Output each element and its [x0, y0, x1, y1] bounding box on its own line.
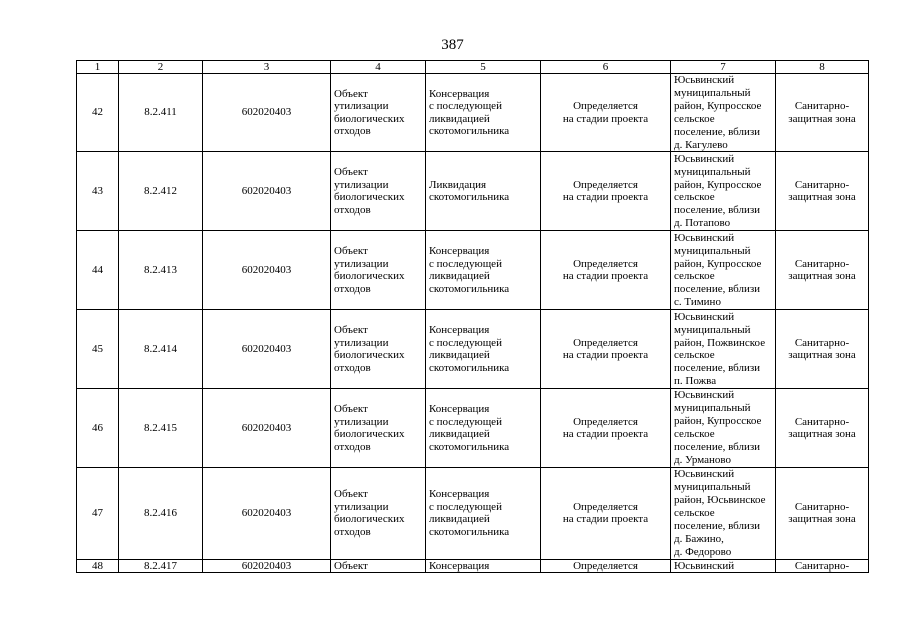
cell-line: на стадии проекта	[562, 349, 649, 362]
cell-line: Определяется	[573, 415, 638, 428]
cell-line: биологических	[334, 428, 405, 441]
cell-line: д. Потапово	[674, 217, 731, 230]
location-cell	[671, 559, 776, 572]
cell-line: биологических	[334, 270, 405, 283]
cell-line: Санитарно-	[794, 257, 850, 270]
area-cell	[541, 152, 671, 231]
zone-cell	[776, 231, 869, 310]
cell-line: утилизации	[334, 500, 389, 513]
cell-line: Юсьвинский	[674, 74, 735, 86]
cell-line: район, Купросское	[674, 257, 762, 270]
cell-line: район, Купросское	[674, 415, 762, 428]
registry-table	[76, 60, 869, 573]
action-cell	[426, 231, 541, 310]
cell-line: биологических	[334, 191, 405, 204]
cell-line: Санитарно-	[794, 178, 850, 191]
cell-line: Санитарно-	[794, 500, 850, 513]
cell-line: Объект	[334, 166, 368, 179]
cell-line: Санитарно-	[794, 100, 850, 113]
oktmo-cell: 602020403	[203, 310, 331, 389]
cell-line: сельское	[674, 428, 715, 441]
column-header: 3	[203, 61, 331, 74]
table-row	[77, 467, 869, 559]
cell-line: защитная зона	[788, 428, 856, 441]
cell-line: Определяется	[573, 100, 638, 113]
location-cell	[671, 389, 776, 467]
cell-line: на стадии проекта	[562, 191, 649, 204]
object-type-cell	[331, 389, 426, 467]
table-row	[77, 559, 869, 572]
cell-line: на стадии проекта	[562, 112, 649, 125]
cell-line: защитная зона	[788, 191, 856, 204]
cell-line: на стадии проекта	[562, 513, 649, 526]
column-header: 4	[331, 61, 426, 74]
cell-line: район, Купросское	[674, 178, 762, 191]
cell-line: Юсьвинский	[674, 468, 735, 481]
cell-line: ликвидацией	[429, 270, 490, 283]
oktmo-cell: 602020403	[203, 389, 331, 467]
cell-line: защитная зона	[788, 270, 856, 283]
cell-line: ликвидацией	[429, 349, 490, 362]
cell-line: на стадии проекта	[562, 428, 649, 441]
cell-line: с. Тимино	[674, 296, 721, 309]
cell-line: сельское	[674, 349, 715, 362]
cell-line: скотомогильника	[429, 125, 510, 138]
row-number-cell: 44	[77, 231, 119, 310]
cell-line: с последующей	[429, 336, 502, 349]
cell-line: биологических	[334, 513, 405, 526]
action-cell	[426, 310, 541, 389]
cell-line: муниципальный	[674, 165, 751, 178]
cell-line: Определяется	[573, 178, 638, 191]
cell-line: поселение, вблизи	[674, 283, 761, 296]
table-row	[77, 231, 869, 310]
code-cell: 8.2.411	[119, 74, 203, 152]
cell-line: отходов	[334, 440, 371, 453]
zone-cell	[776, 152, 869, 231]
zone-cell	[776, 467, 869, 559]
area-cell	[541, 467, 671, 559]
cell-line: скотомогильника	[429, 440, 510, 453]
action-cell	[426, 467, 541, 559]
object-type-cell	[331, 559, 426, 572]
cell-line: д. Кагулево	[674, 138, 728, 151]
cell-line: Санитарно-	[794, 336, 850, 349]
cell-line: Объект	[334, 324, 368, 337]
cell-line: Санитарно-	[794, 559, 850, 572]
cell-line: Юсьвинский	[674, 152, 735, 165]
cell-line: скотомогильника	[429, 525, 510, 538]
cell-line: отходов	[334, 203, 371, 216]
cell-line: защитная зона	[788, 112, 856, 125]
column-header: 6	[541, 61, 671, 74]
cell-line: утилизации	[334, 100, 389, 113]
cell-line: муниципальный	[674, 323, 751, 336]
cell-line: скотомогильника	[429, 282, 510, 295]
table-row	[77, 389, 869, 467]
cell-line: Юсьвинский	[674, 559, 735, 572]
location-cell	[671, 467, 776, 559]
cell-line: поселение, вблизи	[674, 441, 761, 454]
cell-line: муниципальный	[674, 481, 751, 494]
row-number-cell: 46	[77, 389, 119, 467]
cell-line: сельское	[674, 191, 715, 204]
oktmo-cell: 602020403	[203, 152, 331, 231]
cell-line: Консервация	[429, 245, 490, 258]
cell-line: д. Федорово	[674, 545, 732, 558]
cell-line: скотомогильника	[429, 191, 510, 204]
action-cell	[426, 152, 541, 231]
cell-line: Определяется	[573, 559, 638, 572]
zone-cell	[776, 389, 869, 467]
cell-line: Юсьвинский	[674, 389, 735, 402]
object-type-cell	[331, 310, 426, 389]
cell-line: ликвидацией	[429, 428, 490, 441]
object-type-cell	[331, 152, 426, 231]
code-cell: 8.2.416	[119, 467, 203, 559]
header-row	[77, 61, 869, 74]
cell-line: поселение, вблизи	[674, 125, 761, 138]
cell-line: с последующей	[429, 500, 502, 513]
cell-line: на стадии проекта	[562, 270, 649, 283]
cell-line: Определяется	[573, 336, 638, 349]
cell-line: биологических	[334, 349, 405, 362]
cell-line: утилизации	[334, 415, 389, 428]
oktmo-cell: 602020403	[203, 74, 331, 152]
cell-line: сельское	[674, 270, 715, 283]
cell-line: район, Купросское	[674, 99, 762, 112]
cell-line: Объект	[334, 559, 368, 572]
cell-line: д. Бажино,	[674, 532, 724, 545]
cell-line: Консервация	[429, 324, 490, 337]
column-header: 1	[77, 61, 119, 74]
cell-line: Юсьвинский	[674, 310, 735, 323]
code-cell: 8.2.415	[119, 389, 203, 467]
cell-line: Объект	[334, 87, 368, 100]
page-number: 387	[441, 37, 464, 53]
cell-line: Консервация	[429, 87, 490, 100]
column-header: 8	[776, 61, 869, 74]
column-header: 5	[426, 61, 541, 74]
cell-line: Консервация	[429, 488, 490, 501]
table-body	[77, 74, 869, 573]
table-row	[77, 74, 869, 152]
cell-line: с последующей	[429, 100, 502, 113]
area-cell	[541, 559, 671, 572]
code-cell: 8.2.412	[119, 152, 203, 231]
action-cell	[426, 74, 541, 152]
row-number-cell: 48	[77, 559, 119, 572]
row-number-cell: 45	[77, 310, 119, 389]
location-cell	[671, 231, 776, 310]
column-header: 7	[671, 61, 776, 74]
cell-line: Ликвидация	[429, 178, 487, 191]
zone-cell	[776, 74, 869, 152]
cell-line: муниципальный	[674, 402, 751, 415]
cell-line: отходов	[334, 361, 371, 374]
cell-line: ликвидацией	[429, 513, 490, 526]
oktmo-cell: 602020403	[203, 559, 331, 572]
oktmo-cell: 602020403	[203, 467, 331, 559]
cell-line: поселение, вблизи	[674, 204, 761, 217]
cell-line: район, Юсьвинское	[674, 494, 766, 507]
object-type-cell	[331, 467, 426, 559]
zone-cell	[776, 310, 869, 389]
row-number-cell: 42	[77, 74, 119, 152]
location-cell	[671, 310, 776, 389]
code-cell: 8.2.414	[119, 310, 203, 389]
cell-line: биологических	[334, 112, 405, 125]
cell-line: район, Пожвинское	[674, 336, 766, 349]
cell-line: Консервация	[429, 403, 490, 416]
cell-line: п. Пожва	[674, 375, 717, 388]
cell-line: отходов	[334, 525, 371, 538]
code-cell: 8.2.413	[119, 231, 203, 310]
code-cell: 8.2.417	[119, 559, 203, 572]
table-row	[77, 310, 869, 389]
location-cell	[671, 74, 776, 152]
row-number-cell: 47	[77, 467, 119, 559]
cell-line: Юсьвинский	[674, 231, 735, 244]
cell-line: защитная зона	[788, 349, 856, 362]
cell-line: Объект	[334, 403, 368, 416]
cell-line: утилизации	[334, 178, 389, 191]
cell-line: отходов	[334, 125, 371, 138]
cell-line: сельское	[674, 506, 715, 519]
cell-line: скотомогильника	[429, 361, 510, 374]
location-cell	[671, 152, 776, 231]
zone-cell	[776, 559, 869, 572]
table-header	[77, 61, 869, 74]
cell-line: ликвидацией	[429, 112, 490, 125]
cell-line: утилизации	[334, 336, 389, 349]
cell-line: отходов	[334, 282, 371, 295]
object-type-cell	[331, 231, 426, 310]
cell-line: Определяется	[573, 500, 638, 513]
cell-line: Санитарно-	[794, 415, 850, 428]
cell-line: Объект	[334, 245, 368, 258]
object-type-cell	[331, 74, 426, 152]
area-cell	[541, 310, 671, 389]
cell-line: с последующей	[429, 415, 502, 428]
cell-line: Консервация	[429, 559, 490, 572]
area-cell	[541, 231, 671, 310]
cell-line: защитная зона	[788, 513, 856, 526]
area-cell	[541, 74, 671, 152]
cell-line: Объект	[334, 488, 368, 501]
cell-line: поселение, вблизи	[674, 519, 761, 532]
cell-line: поселение, вблизи	[674, 362, 761, 375]
cell-line: д. Урманово	[674, 453, 732, 466]
cell-line: сельское	[674, 112, 715, 125]
column-header: 2	[119, 61, 203, 74]
row-number-cell: 43	[77, 152, 119, 231]
table-row	[77, 152, 869, 231]
action-cell	[426, 389, 541, 467]
area-cell	[541, 389, 671, 467]
action-cell	[426, 559, 541, 572]
oktmo-cell: 602020403	[203, 231, 331, 310]
cell-line: муниципальный	[674, 86, 751, 99]
cell-line: муниципальный	[674, 244, 751, 257]
cell-line: утилизации	[334, 257, 389, 270]
cell-line: с последующей	[429, 257, 502, 270]
cell-line: Определяется	[573, 257, 638, 270]
